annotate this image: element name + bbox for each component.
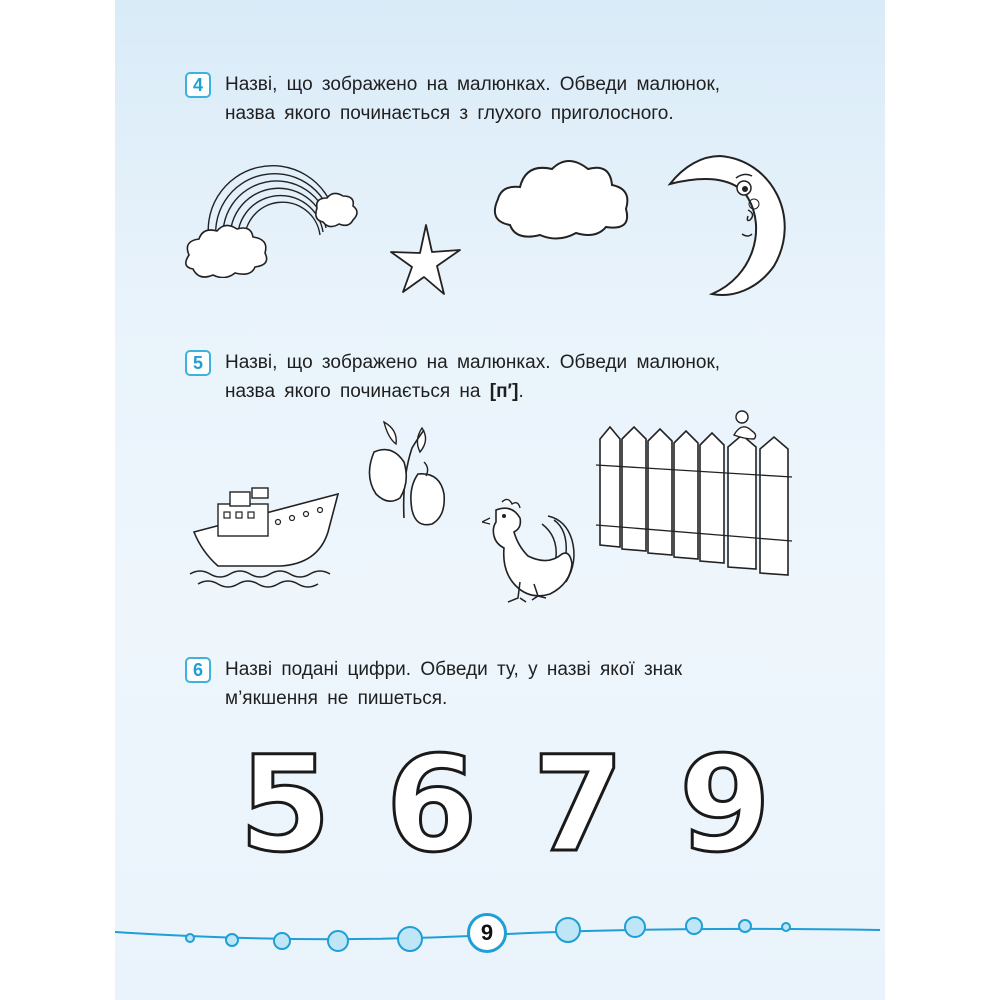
task-instruction: [225, 70, 793, 128]
digit-seven[interactable]: 7: [532, 728, 625, 882]
task-number-badge: 5: [185, 350, 211, 376]
instruction-line: Назві подані цифри. Обведи ту, у назві якої знак: [225, 659, 683, 680]
instruction-line-suffix: .: [518, 381, 524, 402]
page-number: 9: [467, 913, 507, 953]
rainbow-picture[interactable]: [185, 160, 360, 278]
fence-picture[interactable]: [596, 405, 796, 580]
task-number-badge: 6: [185, 657, 211, 683]
sound-notation: [п′]: [489, 381, 519, 402]
digit-six[interactable]: 6: [385, 728, 478, 882]
task-number-badge: 4: [185, 72, 211, 98]
moon-picture[interactable]: [662, 148, 797, 298]
instruction-line: назва якого починається з глухого приголосного.: [225, 103, 674, 124]
instruction-line: Назві, що зображено на малюнках. Обведи малюнок,: [225, 352, 721, 373]
task-instruction: [225, 348, 793, 406]
pepper-picture[interactable]: [362, 418, 457, 528]
ship-picture[interactable]: [188, 482, 348, 588]
instruction-line: Назві, що зображено на малюнках. Обведи малюнок,: [225, 74, 721, 95]
task-instruction: [225, 655, 793, 713]
cloud-picture[interactable]: [490, 155, 635, 245]
star-picture[interactable]: [388, 222, 463, 297]
digit-five[interactable]: 5: [239, 728, 331, 882]
digits-row: [225, 728, 785, 882]
instruction-line: м’якшення не пишеться.: [225, 688, 448, 709]
instruction-line-prefix: назва якого починається на: [225, 381, 490, 402]
digit-nine[interactable]: 9: [679, 728, 771, 882]
rooster-picture[interactable]: [482, 496, 584, 606]
